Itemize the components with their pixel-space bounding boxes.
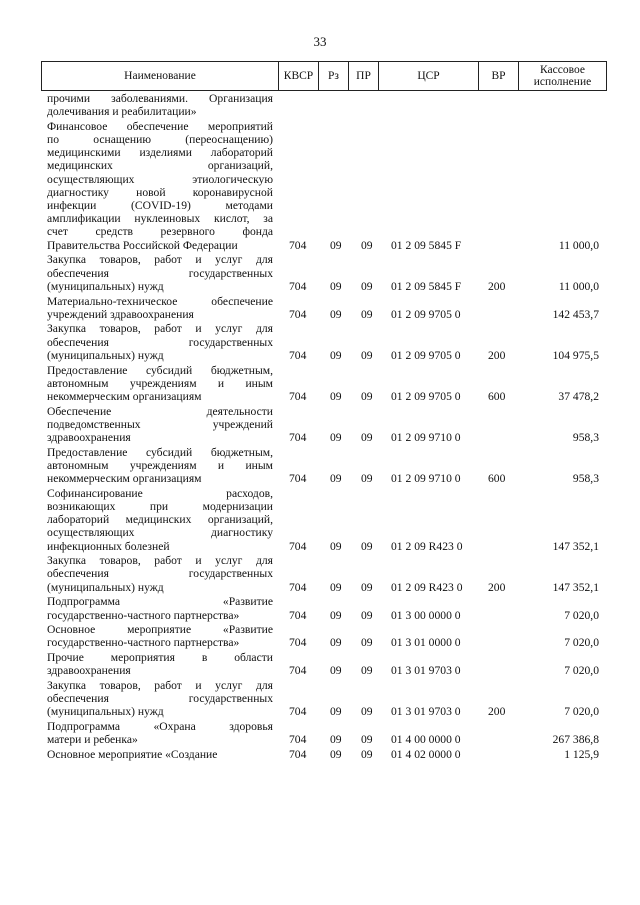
cell-kvsr: 704 <box>289 307 307 321</box>
cell-rz: 09 <box>330 580 342 594</box>
cell-csr: 01 2 09 9710 0 <box>391 430 461 444</box>
row-name-line: Предоставление субсидий бюджетным, <box>47 363 273 377</box>
row-name-line: государственно-частного партнерства» <box>47 608 240 622</box>
cell-rz: 09 <box>330 748 342 762</box>
table-row <box>0 253 640 293</box>
cell-kvsr: 704 <box>289 539 307 553</box>
cell-pr: 09 <box>361 279 373 293</box>
row-name-line: Софинансирование расходов, <box>47 486 273 500</box>
table-row <box>0 120 640 252</box>
row-name <box>47 322 273 362</box>
cell-csr: 01 2 09 9705 0 <box>391 389 461 403</box>
cell-pr: 09 <box>361 539 373 553</box>
cell-kvsr: 704 <box>289 608 307 622</box>
table-row <box>0 364 640 404</box>
cell-vr: 200 <box>488 348 506 362</box>
cell-pr: 09 <box>361 348 373 362</box>
row-name <box>47 295 273 321</box>
cell-pr: 09 <box>361 430 373 444</box>
table-row <box>0 720 640 746</box>
cell-csr: 01 4 02 0000 0 <box>391 748 461 762</box>
cell-amount: 7 020,0 <box>564 705 599 719</box>
cell-kvsr: 704 <box>289 472 307 486</box>
row-name-line: осуществляющих диагностику <box>47 526 273 540</box>
cell-amount: 104 975,5 <box>552 348 599 362</box>
cell-vr: 200 <box>488 705 506 719</box>
row-name <box>47 595 273 621</box>
row-name-line: лабораторий медицинских организаций, <box>47 513 273 527</box>
row-name <box>47 651 273 677</box>
row-name-line: Материально-техническое обеспечение <box>47 294 273 308</box>
cell-amount: 142 453,7 <box>552 307 599 321</box>
cell-rz: 09 <box>330 279 342 293</box>
table-row <box>0 595 640 621</box>
row-name-line: обеспечения государственных <box>47 567 273 581</box>
table-header <box>41 61 607 91</box>
cell-kvsr: 704 <box>289 348 307 362</box>
cell-kvsr: 704 <box>289 733 307 747</box>
cell-csr: 01 3 01 0000 0 <box>391 636 461 650</box>
header-pr: ПР <box>348 62 378 90</box>
row-name-line: Закупка товаров, работ и услуг для <box>47 554 273 568</box>
cell-rz: 09 <box>330 430 342 444</box>
cell-csr: 01 3 00 0000 0 <box>391 608 461 622</box>
row-name <box>47 720 273 746</box>
row-name-line: обеспечения государственных <box>47 335 273 349</box>
header-csr: ЦСР <box>378 62 478 90</box>
cell-rz: 09 <box>330 664 342 678</box>
cell-csr: 01 2 09 R423 0 <box>391 539 463 553</box>
cell-amount: 37 478,2 <box>558 389 599 403</box>
row-name-line: Финансовое обеспечение мероприятий <box>47 119 273 133</box>
row-name-line: (муниципальных) нужд <box>47 279 164 293</box>
cell-amount: 1 125,9 <box>564 748 599 762</box>
row-name-line: некоммерческим организациям <box>47 389 202 403</box>
cell-csr: 01 2 09 9705 0 <box>391 348 461 362</box>
cell-pr: 09 <box>361 748 373 762</box>
cell-pr: 09 <box>361 664 373 678</box>
row-name-line: Основное мероприятие «Развитие <box>47 623 273 637</box>
row-name-line: долечивания и реабилитации» <box>47 105 197 119</box>
cell-vr: 600 <box>488 472 506 486</box>
row-name-line: Закупка товаров, работ и услуг для <box>47 322 273 336</box>
cell-rz: 09 <box>330 539 342 553</box>
row-name-line: Прочие мероприятия в области <box>47 651 273 665</box>
row-name-line: Подпрограмма «Охрана здоровья <box>47 720 273 734</box>
cell-vr: 200 <box>488 279 506 293</box>
row-name-line: медицинских организаций, <box>47 159 273 173</box>
row-name-line: государственно-частного партнерства» <box>47 636 240 650</box>
row-name-line: Обеспечение деятельности <box>47 404 273 418</box>
row-name <box>47 364 273 404</box>
header-name: Наименование <box>124 69 196 82</box>
row-name-line: обеспечения государственных <box>47 692 273 706</box>
table-row <box>0 92 640 118</box>
cell-rz: 09 <box>330 636 342 650</box>
cell-rz: 09 <box>330 238 342 252</box>
cell-kvsr: 704 <box>289 430 307 444</box>
cell-pr: 09 <box>361 389 373 403</box>
row-name-line: здравоохранения <box>47 430 131 444</box>
table-row <box>0 446 640 486</box>
header-vr: ВР <box>478 62 518 90</box>
row-name <box>47 446 273 486</box>
row-name-line: (муниципальных) нужд <box>47 348 164 362</box>
page-number: 33 <box>313 34 327 49</box>
cell-rz: 09 <box>330 389 342 403</box>
row-name-line: амплификации нуклеиновых кислот, за <box>47 212 273 226</box>
header-kvsr: КВСР <box>278 62 318 90</box>
table-row <box>0 554 640 594</box>
table-row <box>0 295 640 321</box>
cell-rz: 09 <box>330 472 342 486</box>
cell-pr: 09 <box>361 705 373 719</box>
row-name-line: здравоохранения <box>47 664 131 678</box>
table-row <box>0 651 640 677</box>
row-name-line: диагностику новой коронавирусной <box>47 185 273 199</box>
header-cash: Кассовое исполнение <box>518 62 606 90</box>
cell-pr: 09 <box>361 238 373 252</box>
cell-amount: 11 000,0 <box>558 238 599 252</box>
row-name-line: подведомственных учреждений <box>47 417 273 431</box>
cell-kvsr: 704 <box>289 705 307 719</box>
cell-amount: 958,3 <box>572 430 599 444</box>
cell-amount: 267 386,8 <box>552 733 599 747</box>
row-name-line: автономным учреждениям и иным <box>47 376 273 390</box>
cell-rz: 09 <box>330 307 342 321</box>
row-name-line: Закупка товаров, работ и услуг для <box>47 679 273 693</box>
table-row <box>0 487 640 553</box>
cell-pr: 09 <box>361 733 373 747</box>
row-name <box>47 253 273 293</box>
cell-kvsr: 704 <box>289 748 307 762</box>
row-name <box>47 92 273 118</box>
cell-kvsr: 704 <box>289 664 307 678</box>
row-name-line: обеспечения государственных <box>47 266 273 280</box>
row-name-line: инфекции (COVID-19) методами <box>47 199 273 213</box>
cell-amount: 147 352,1 <box>552 539 599 553</box>
cell-kvsr: 704 <box>289 279 307 293</box>
cell-rz: 09 <box>330 348 342 362</box>
cell-vr: 600 <box>488 389 506 403</box>
cell-amount: 7 020,0 <box>564 664 599 678</box>
row-name-line: осуществляющих этиологическую <box>47 172 273 186</box>
row-name-line: счет средств резервного фонда <box>47 225 273 239</box>
cell-kvsr: 704 <box>289 389 307 403</box>
cell-pr: 09 <box>361 472 373 486</box>
row-name-line: некоммерческим организациям <box>47 472 202 486</box>
cell-vr: 200 <box>488 580 506 594</box>
row-name <box>47 120 273 252</box>
cell-rz: 09 <box>330 608 342 622</box>
cell-csr: 01 4 00 0000 0 <box>391 733 461 747</box>
cell-csr: 01 3 01 9703 0 <box>391 705 461 719</box>
header-rz: Рз <box>318 62 348 90</box>
cell-pr: 09 <box>361 608 373 622</box>
row-name <box>47 679 273 719</box>
table-row <box>0 748 640 761</box>
row-name-line: прочими заболеваниями. Организация <box>47 92 273 105</box>
cell-amount: 147 352,1 <box>552 580 599 594</box>
cell-rz: 09 <box>330 733 342 747</box>
row-name-line: возникающих при модернизации <box>47 499 273 513</box>
cell-pr: 09 <box>361 636 373 650</box>
row-name <box>47 554 273 594</box>
row-name-line: Предоставление субсидий бюджетным, <box>47 445 273 459</box>
cell-csr: 01 2 09 5845 F <box>391 279 462 293</box>
row-name-line: (муниципальных) нужд <box>47 705 164 719</box>
row-name <box>47 405 273 445</box>
row-name-line: инфекционных болезней <box>47 539 170 553</box>
cell-csr: 01 3 01 9703 0 <box>391 664 461 678</box>
row-name-line: медицинскими изделиями лабораторий <box>47 146 273 160</box>
cell-csr: 01 2 09 9705 0 <box>391 307 461 321</box>
cell-pr: 09 <box>361 307 373 321</box>
table-row <box>0 322 640 362</box>
row-name <box>47 623 273 649</box>
cell-kvsr: 704 <box>289 580 307 594</box>
row-name-line: автономным учреждениям и иным <box>47 458 273 472</box>
row-name <box>47 748 273 761</box>
row-name-line: Основное мероприятие «Создание <box>47 748 218 762</box>
table-row <box>0 679 640 719</box>
row-name <box>47 487 273 553</box>
row-name-line: по оснащению (переоснащению) <box>47 133 273 147</box>
cell-amount: 11 000,0 <box>558 279 599 293</box>
cell-csr: 01 2 09 5845 F <box>391 238 462 252</box>
row-name-line: матери и ребенка» <box>47 733 138 747</box>
cell-kvsr: 704 <box>289 636 307 650</box>
cell-pr: 09 <box>361 580 373 594</box>
cell-rz: 09 <box>330 705 342 719</box>
cell-csr: 01 2 09 R423 0 <box>391 580 463 594</box>
row-name-line: учреждений здравоохранения <box>47 307 194 321</box>
cell-amount: 7 020,0 <box>564 608 599 622</box>
table-row <box>0 623 640 649</box>
row-name-line: Правительства Российской Федерации <box>47 238 238 252</box>
row-name-line: Подпрограмма «Развитие <box>47 595 273 609</box>
cell-amount: 7 020,0 <box>564 636 599 650</box>
cell-amount: 958,3 <box>572 472 599 486</box>
table-row <box>0 405 640 445</box>
row-name-line: (муниципальных) нужд <box>47 580 164 594</box>
cell-kvsr: 704 <box>289 238 307 252</box>
row-name-line: Закупка товаров, работ и услуг для <box>47 253 273 267</box>
cell-csr: 01 2 09 9710 0 <box>391 472 461 486</box>
